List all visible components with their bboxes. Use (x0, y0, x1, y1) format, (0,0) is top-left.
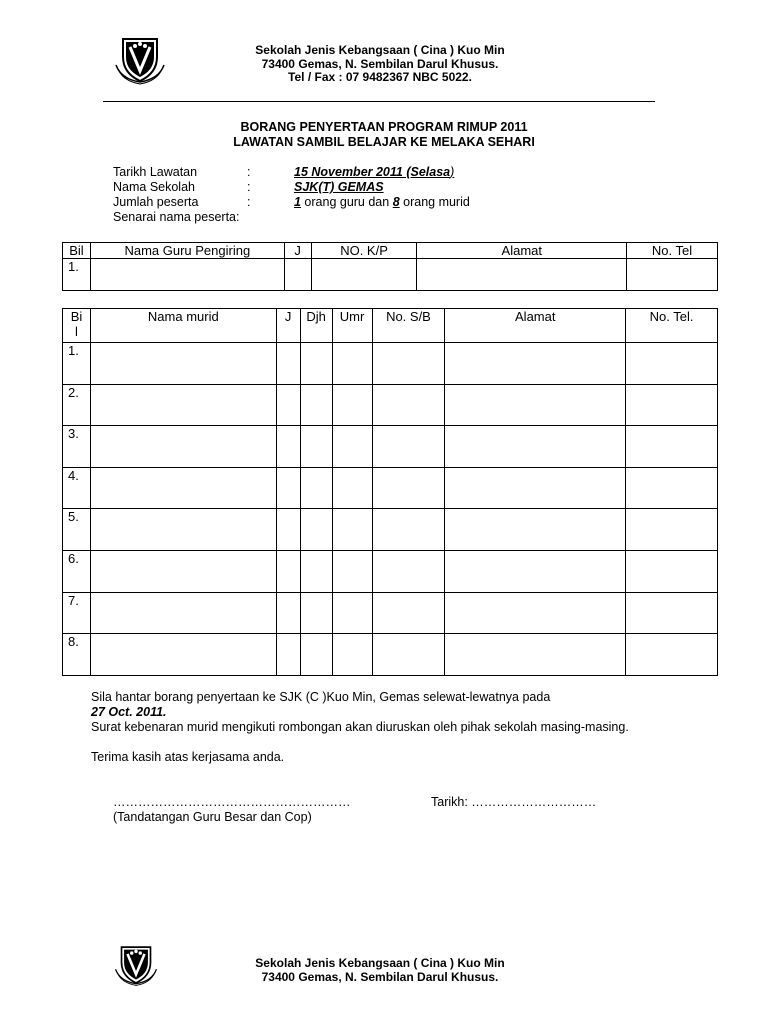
input-cell[interactable] (276, 426, 300, 468)
thanks-line: Terima kasih atas kerjasama anda. (91, 750, 285, 764)
input-cell[interactable] (626, 343, 718, 385)
table-row (63, 426, 718, 468)
header-divider (103, 101, 655, 102)
input-cell[interactable] (445, 592, 626, 634)
input-cell[interactable] (372, 467, 445, 509)
input-cell[interactable] (626, 634, 718, 676)
input-cell[interactable] (372, 634, 445, 676)
row-number: 7. (63, 592, 91, 634)
bottom-school-name: Sekolah Jenis Kebangsaan ( Cina ) Kuo Min (255, 956, 505, 970)
input-cell[interactable] (300, 592, 332, 634)
sekolah-label: Nama Sekolah (113, 180, 195, 194)
permission-note: Surat kebenaran murid mengikuti rombongan akan diuruskan oleh pihak sekolah masing-masing. (91, 720, 629, 734)
input-cell[interactable] (445, 634, 626, 676)
input-cell[interactable] (417, 259, 627, 291)
input-cell[interactable] (332, 550, 372, 592)
table-row (63, 467, 718, 509)
form-subtitle: LAWATAN SAMBIL BELAJAR KE MELAKA SEHARI (233, 135, 535, 149)
info-row-sekolah (113, 180, 673, 195)
input-cell[interactable] (300, 550, 332, 592)
teacher-header-row (63, 243, 718, 259)
input-cell[interactable] (300, 426, 332, 468)
input-cell[interactable] (276, 592, 300, 634)
row-number: 2. (63, 384, 91, 426)
input-cell[interactable] (90, 259, 284, 291)
col-alamat: Alamat (417, 243, 627, 259)
deadline-date: 27 Oct. 2011. (91, 705, 167, 719)
col-umr: Umr (332, 309, 372, 343)
input-cell[interactable] (626, 509, 718, 551)
school-crest-icon (113, 943, 159, 987)
input-cell[interactable] (372, 426, 445, 468)
colon: : (247, 180, 251, 194)
guru-text: orang guru dan (300, 195, 393, 209)
col-nama-guru: Nama Guru Pengiring (90, 243, 284, 259)
input-cell[interactable] (311, 259, 417, 291)
input-cell[interactable] (372, 509, 445, 551)
table-row (63, 509, 718, 551)
signature-caption: (Tandatangan Guru Besar dan Cop) (113, 810, 312, 824)
col-nama-murid: Nama murid (90, 309, 276, 343)
input-cell[interactable] (90, 509, 276, 551)
input-cell[interactable] (445, 509, 626, 551)
row-number: 5. (63, 509, 91, 551)
input-cell[interactable] (332, 384, 372, 426)
info-row-senarai (113, 210, 673, 225)
input-cell[interactable] (90, 634, 276, 676)
tarikh-close: ) (450, 165, 455, 179)
col-j: J (276, 309, 300, 343)
input-cell[interactable] (445, 384, 626, 426)
school-name: Sekolah Jenis Kebangsaan ( Cina ) Kuo Min (255, 43, 505, 57)
school-crest-icon (113, 35, 167, 85)
input-cell[interactable] (90, 550, 276, 592)
bottom-school-address: 73400 Gemas, N. Sembilan Darul Khusus. (261, 970, 499, 984)
input-cell[interactable] (445, 426, 626, 468)
input-cell[interactable] (276, 634, 300, 676)
col-alamat: Alamat (445, 309, 626, 343)
input-cell[interactable] (372, 592, 445, 634)
school-contact: Tel / Fax : 07 9482367 NBC 5022. (288, 70, 472, 84)
col-j: J (284, 243, 311, 259)
input-cell[interactable] (372, 343, 445, 385)
student-header-row (63, 309, 718, 343)
input-cell[interactable] (626, 550, 718, 592)
instruction-line: Sila hantar borang penyertaan ke SJK (C )Kuo Min, Gemas selewat-lewatnya pada (91, 690, 551, 704)
table-row (63, 343, 718, 385)
date-line: Tarikh: ………………………… (431, 795, 597, 809)
murid-text: orang murid (399, 195, 470, 209)
col-no-tel: No. Tel. (626, 309, 718, 343)
murid-count: 8 (392, 195, 400, 209)
row-number: 3. (63, 426, 91, 468)
input-cell[interactable] (90, 343, 276, 385)
tarikh-value: 15 November 2011 (Selasa (294, 165, 451, 179)
col-no-sb: No. S/B (372, 309, 445, 343)
input-cell[interactable] (300, 384, 332, 426)
row-number: 1. (63, 259, 91, 291)
col-djh: Djh (300, 309, 332, 343)
col-bil: Bil (63, 243, 91, 259)
teacher-table (62, 242, 718, 291)
input-cell[interactable] (300, 509, 332, 551)
input-cell[interactable] (332, 509, 372, 551)
input-cell[interactable] (626, 467, 718, 509)
input-cell[interactable] (627, 259, 718, 291)
input-cell[interactable] (90, 467, 276, 509)
input-cell[interactable] (276, 550, 300, 592)
input-cell[interactable] (445, 550, 626, 592)
row-number: 1. (63, 343, 91, 385)
school-address: 73400 Gemas, N. Sembilan Darul Khusus. (261, 57, 499, 71)
table-row (63, 592, 718, 634)
row-number: 8. (63, 634, 91, 676)
tarikh-label: Tarikh Lawatan (113, 165, 198, 179)
senarai-label: Senarai nama peserta: (113, 210, 240, 224)
input-cell[interactable] (372, 384, 445, 426)
input-cell[interactable] (372, 550, 445, 592)
input-cell[interactable] (300, 343, 332, 385)
input-cell[interactable] (276, 467, 300, 509)
input-cell[interactable] (284, 259, 311, 291)
colon: : (247, 195, 251, 209)
col-bil: Bi l (63, 309, 91, 343)
student-table (62, 308, 718, 676)
input-cell[interactable] (445, 467, 626, 509)
input-cell[interactable] (332, 634, 372, 676)
input-cell[interactable] (276, 384, 300, 426)
input-cell[interactable] (626, 592, 718, 634)
table-row (63, 384, 718, 426)
guru-count: 1 (294, 195, 301, 209)
input-cell[interactable] (332, 343, 372, 385)
student-body (63, 343, 718, 676)
info-block (113, 165, 673, 227)
input-cell[interactable] (90, 384, 276, 426)
signature-line: ………………………………………………… (113, 795, 351, 809)
table-row (63, 634, 718, 676)
input-cell[interactable] (300, 634, 332, 676)
input-cell[interactable] (626, 426, 718, 468)
input-cell[interactable] (276, 509, 300, 551)
input-cell[interactable] (445, 343, 626, 385)
form-title: BORANG PENYERTAAN PROGRAM RIMUP 2011 (240, 120, 528, 134)
input-cell[interactable] (332, 467, 372, 509)
info-row-jumlah (113, 195, 673, 210)
table-row (63, 550, 718, 592)
sekolah-value: SJK(T) GEMAS (294, 180, 384, 194)
row-number: 6. (63, 550, 91, 592)
input-cell[interactable] (90, 592, 276, 634)
row-number: 4. (63, 467, 91, 509)
input-cell[interactable] (332, 426, 372, 468)
input-cell[interactable] (332, 592, 372, 634)
input-cell[interactable] (300, 467, 332, 509)
input-cell[interactable] (276, 343, 300, 385)
jumlah-label: Jumlah peserta (113, 195, 199, 209)
col-no-tel: No. Tel (627, 243, 718, 259)
col-no-kp: NO. K/P (311, 243, 417, 259)
input-cell[interactable] (90, 426, 276, 468)
input-cell[interactable] (626, 384, 718, 426)
colon: : (247, 165, 251, 179)
table-row (63, 259, 718, 291)
info-row-tarikh (113, 165, 673, 180)
